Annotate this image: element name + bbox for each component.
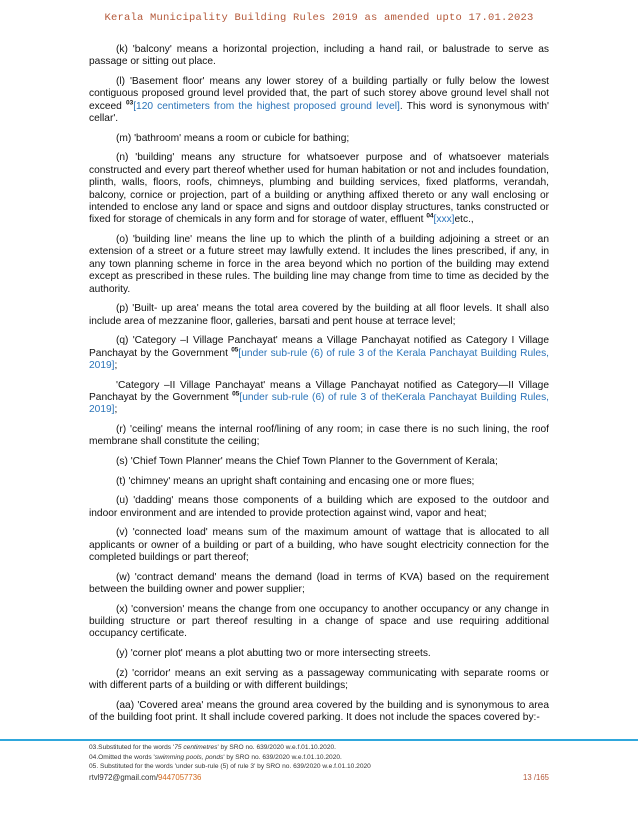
document-header: Kerala Municipality Building Rules 2019 as amended upto 17.01.2023	[104, 12, 534, 24]
footnote-ref: 04	[426, 213, 434, 221]
footnote-ref: 05	[232, 390, 240, 398]
clause-s: (s) 'Chief Town Planner' means the Chief Town Planner to the Government of Kerala;	[116, 456, 498, 468]
amended-text: [under sub-rule (6) of rule 3 of theKerala Panchayat Building Rules, 2019]	[89, 392, 550, 416]
email: rtvl972@gmail.com/	[89, 773, 159, 782]
clause-z: (z) 'corridor' means an exit serving as a passageway communicating with separate rooms or with different parts of a building or with different buildings;	[89, 667, 549, 692]
clause-o: (o) 'building line' means the line up to which the plinth of a building adjoining a street or an extension of a street or a future street may lawfully extend. It includes the lines prescribed, if any, in any town planning scheme in force in the area beyond which no portion of the building may extend except as prescribed in these rules. The building line may change from time to time as decided by the authority.	[89, 234, 549, 295]
clause-y: (y) 'corner plot' means a plot abutting two or more intersecting streets.	[116, 648, 431, 660]
footnote-03: 03.Substituted for the words '75 centimetres' by SRO no. 639/2020 w.e.f.01.10.2020.	[89, 744, 337, 751]
footnote-05: 05. Substituted for the words 'under sub-rule (5) of rule 3' by SRO no. 639/2020 w.e.f.01.10.2020	[89, 763, 371, 771]
clause-l: (l) 'Basement floor' means any lower storey of a building partially or fully below the lowest contiguous proposed ground level provided that, the part of such storey above ground level shall not exceed $^{03}$[120 centimeters from the highest proposed ground level]. This word is synonymous with' cellar'.	[89, 76, 550, 125]
clause-q-category-1: (q) 'Category –I Village Panchayat' means a Village Panchayat notified as Category I Village Panchayat by the Government $^{05}$[under sub-rule (6) of rule 3 of the Kerala Panchayat Building Rules, 2019];	[89, 335, 549, 372]
footnotes	[89, 743, 549, 772]
clause-v: (v) 'connected load' means sum of the maximum amount of wattage that is allocated to all applicants or owner of a building or part of a building, who have sought electricity connection for the completed buildings or part thereof;	[89, 527, 549, 564]
footnote-divider	[0, 739, 638, 741]
clause-u: (u) 'dadding' means those components of a building which are exposed to the outdoor and indoor environment and are intended to provide protection against wind, vapor and heat;	[89, 495, 549, 519]
clause-x: (x) 'conversion' means the change from one occupancy to another occupancy or any change in building structure or part thereof resulting in a change of space and use requiring additional occupancy certificate.	[89, 603, 549, 640]
clause-n: (n) 'building' means any structure for whatsoever purpose and of whatsoever materials constructed and every part thereof whether used for human habitation or not and includes foundation, plinth, walls, floors, roofs, chimneys, plumbing and building services, fixed platforms, verandah, balcony, cornice or projection, part of a building or anything affixed thereto or any wall enclosing or intended to enclose any land or space and signs and outdoor display structures, tanks constructed or fixed for storage of chemicals in any form and for storage of water, effluent $^{04}$[xxx]etc.,	[89, 152, 549, 226]
footnote-04: 04.Omitted the words 'swimming pools, ponds' by SRO no. 639/2020 w.e.f.01.10.2020.	[89, 753, 342, 761]
amended-text: [xxx]	[433, 214, 455, 226]
amended-text: [under sub-rule (6) of rule 3 of the Kerala Panchayat Building Rules, 2019]	[89, 347, 549, 372]
page-number: 13 /165	[522, 773, 549, 782]
clause-m: (m) 'bathroom' means a room or cubicle for bathing;	[116, 132, 350, 144]
clause-t: (t) 'chimney' means an upright shaft containing and encasing one or more flues;	[116, 475, 475, 487]
phone-number: 9447057736	[158, 773, 202, 782]
footnote-ref: 05	[231, 346, 239, 354]
clause-p: (p) 'Built- up area' means the total area covered by the building at all floor levels. It shall also include area of mezzanine floor, galleries, barsati and pent house at terrace level;	[89, 303, 549, 327]
clause-k: (k) 'balcony' means a horizontal projection, including a hand rail, or balustrade to serve as passage or sitting out place.	[89, 44, 549, 68]
clause-aa: (aa) 'Covered area' means the ground area covered by the building and is synonymous to area of the building foot print. It shall include covered parking. It does not include the spaces covered by:-	[89, 699, 549, 724]
amended-text: [120 centimeters from the highest proposed ground level]	[133, 100, 400, 112]
footnote-ref: 03	[125, 99, 134, 107]
clause-w: (w) 'contract demand' means the demand (load in terms of KVA) based on the requirement between the building owner and power supplier;	[89, 571, 549, 596]
contact-info	[89, 773, 201, 782]
clause-q-category-2: 'Category –II Village Panchayat' means a Village Panchayat notified as Category—II Village Panchayat by the Government $^{05}$[under sub-rule (6) of rule 3 of theKerala Panchayat Building Rules, 2019];	[89, 379, 550, 416]
document-body	[89, 44, 549, 732]
clause-r: (r) 'ceiling' means the internal roof/lining of any room; in case there is no such lining, the roof membrane shall constitute the ceiling;	[89, 424, 549, 448]
